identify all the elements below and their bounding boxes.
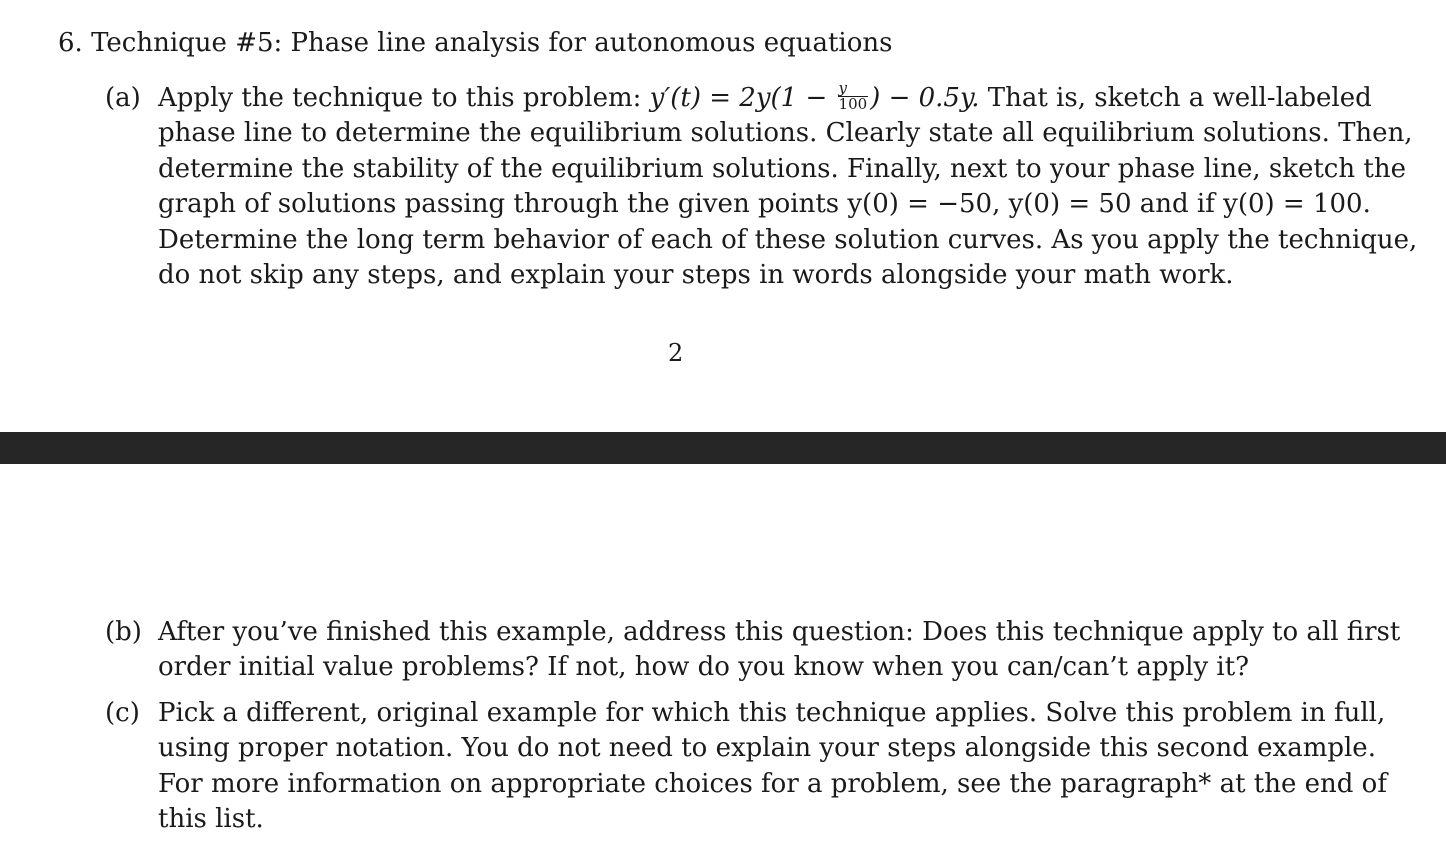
part-c-label: (c) <box>105 698 140 728</box>
problem-heading <box>58 26 892 60</box>
equation-rhs: ) − 0.5y. <box>870 83 980 113</box>
part-a <box>105 78 1418 293</box>
part-c-text <box>158 696 1387 838</box>
part-c-line-3: For more information on appropriate choices for a problem, see the paragraph* at the end of <box>158 768 1387 799</box>
part-b-line-1: After you’ve finished this example, address this question: Does this technique apply to all first <box>158 617 1401 647</box>
equation-fraction <box>838 78 869 113</box>
part-a-label: (a) <box>105 83 141 113</box>
part-a-line-4: graph of solutions passing through the given points y(0) = −50, y(0) = 50 and if y(0) = 100. <box>158 189 1371 220</box>
part-a-line-1 <box>158 78 1372 116</box>
part-c-line-4: this list. <box>158 804 264 835</box>
fraction-numerator: y <box>838 81 869 97</box>
part-a-line-5: Determine the long term behavior of each of these solution curves. As you apply the technique, <box>158 224 1418 255</box>
part-a-line-1-intro: Apply the technique to this problem: <box>158 83 650 113</box>
part-c-line-2: using proper notation. You do not need to explain your steps alongside this second example. <box>158 733 1376 764</box>
part-b-line-2: order initial value problems? If not, how do you know when you can/can’t apply it? <box>158 652 1250 683</box>
part-a-line-3: determine the stability of the equilibrium solutions. Finally, next to your phase line, sketch the <box>158 153 1406 184</box>
part-c-line-1: Pick a different, original example for which this technique applies. Solve this problem in full, <box>158 698 1386 728</box>
part-b-label: (b) <box>105 617 142 647</box>
part-a-line-6: do not skip any steps, and explain your steps in words alongside your math work. <box>158 260 1234 291</box>
part-c <box>105 696 1387 838</box>
page-break-bar <box>0 432 1446 464</box>
part-a-line-1-outro: That is, sketch a well-labeled <box>979 83 1372 113</box>
equation-lhs: y′(t) = 2y(1 − <box>649 83 836 113</box>
fraction-denominator: 100 <box>838 94 868 113</box>
part-b-text <box>158 615 1401 686</box>
part-b <box>105 615 1401 686</box>
page-number: 2 <box>668 339 684 367</box>
problem-number: 6. <box>58 28 83 58</box>
problem-title: Technique #5: Phase line analysis for autonomous equations <box>91 28 893 58</box>
part-a-line-2: phase line to determine the equilibrium solutions. Clearly state all equilibrium solutions. Then, <box>158 118 1413 149</box>
part-a-text <box>158 78 1418 293</box>
